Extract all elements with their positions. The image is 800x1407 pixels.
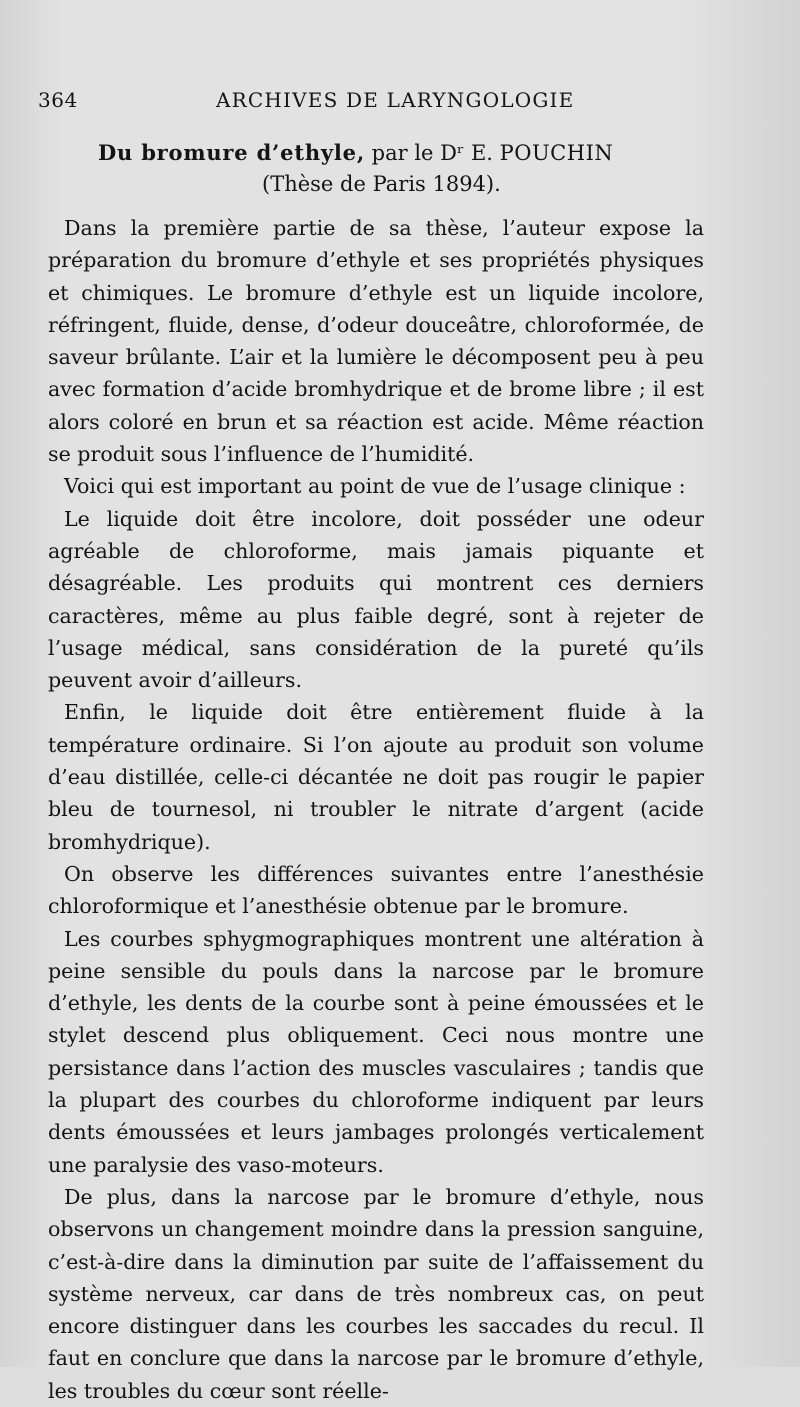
paragraph-2: Voici qui est important au point de vue de l’usage clinique :: [64, 474, 686, 499]
article-title: Du bromure d’ethyle,: [98, 140, 365, 165]
article-body: [48, 212, 704, 1407]
author-prefix: par le Dʳ E.: [371, 141, 493, 165]
author-name: POUCHIN: [499, 141, 614, 165]
paragraph-7: De plus, dans la narcose par le bromure d’ethyle, nous observons un changement moindre dans la pression sanguine, c’est-à-dire dans la diminution par suite de l’affaissement du système nerveux, car dans de très nombreux cas, on peut encore distinguer dans les courbes les saccades du recul. Il faut en conclure que dans la narcose par le bromure d’ethyle, les troubles du cœur sont réelle-: [48, 1184, 704, 1403]
page-number: 364: [38, 88, 78, 112]
article-subtitle: (Thèse de Paris 1894).: [262, 172, 501, 196]
paragraph-4: Enfin, le liquide doit être entièrement fluide à la température ordinaire. Si l’on ajoute au produit son volume d’eau distillée, celle-ci décantée ne doit pas rougir le papier bleu de tournesol, ni troubler le nitrate d’argent (acide bromhydrique).: [48, 700, 704, 854]
running-title: ARCHIVES DE LARYNGOLOGIE: [216, 88, 575, 112]
paragraph-5: On observe les différences suivantes entre l’anesthésie chloroformique et l’anesthésie obtenue par le bromure.: [48, 861, 704, 919]
paragraph-3: Le liquide doit être incolore, doit posséder une odeur agréable de chloroforme, mais jamais piquante et désagréable. Les produits qui montrent ces derniers caractères, même au plus faible degré, sont à rejeter de l’usage médical, sans considération de la pureté qu’ils peuvent avoir d’ailleurs.: [48, 506, 704, 693]
paragraph-6: Les courbes sphygmographiques montrent une altération à peine sensible du pouls dans la narcose par le bromure d’ethyle, les dents de la courbe sont à peine émoussées et le stylet descend plus obliquement. Ceci nous montre une persistance dans l’action des muscles vasculaires ; tandis que la plupart des courbes du chloroforme indiquent par leurs dents émoussées et leurs jambages prolongés verticalement une paralysie des vaso-moteurs.: [48, 926, 704, 1177]
paragraph-1: Dans la première partie de sa thèse, l’auteur expose la préparation du bromure d’ethyle et ses propriétés physiques et chimiques. Le bromure d’ethyle est un liquide incolore, réfringent, fluide, dense, d’odeur douceâtre, chloroformée, de saveur brûlante. L’air et la lumière le décomposent peu à peu avec formation d’acide bromhydrique et de brome libre ; il est alors coloré en brun et sa réaction est acide. Même réaction se produit sous l’influence de l’humidité.: [48, 216, 704, 467]
article-title-line: [98, 140, 613, 165]
running-header: [38, 88, 738, 118]
